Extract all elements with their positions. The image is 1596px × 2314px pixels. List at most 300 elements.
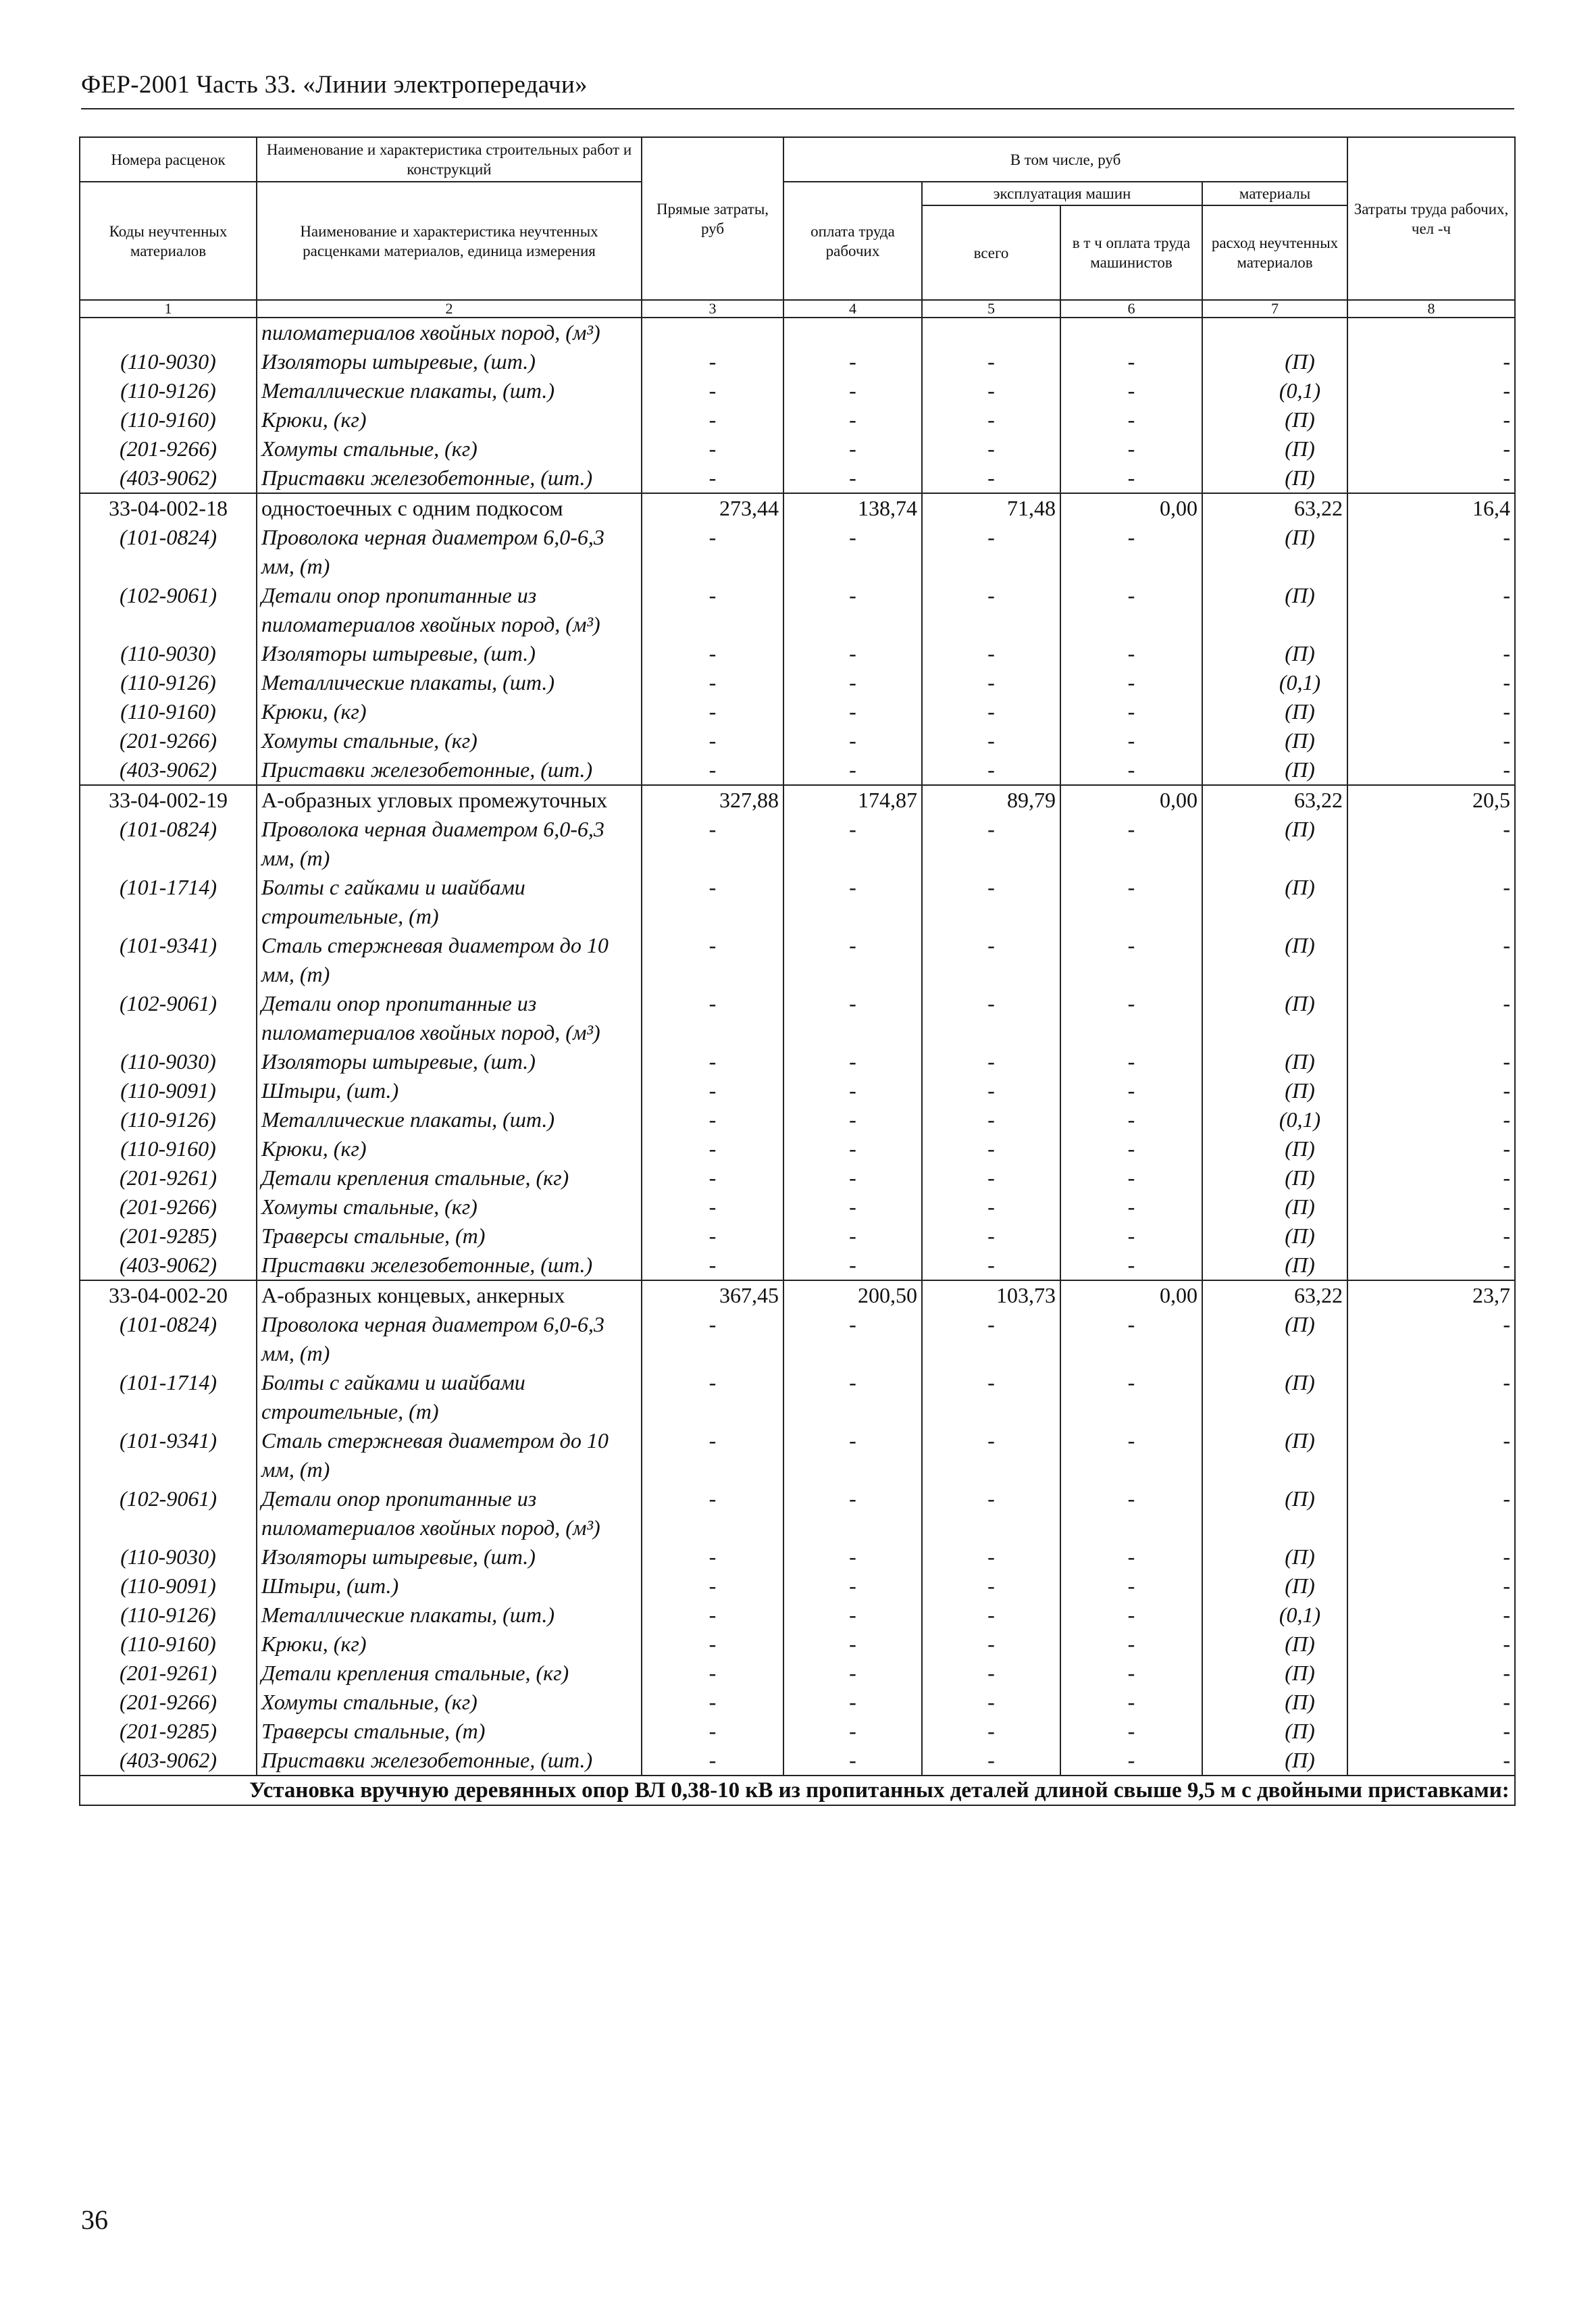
labor-cell: - (1347, 1542, 1515, 1571)
direct-costs-cell: 367,45 (642, 1280, 783, 1310)
rate-code-cell: (201-9261) (80, 1659, 257, 1688)
name-cell: Изоляторы штыревые, (шт.) (257, 347, 642, 376)
rate-code-cell: (101-1714) (80, 1368, 257, 1426)
operator-pay-cell: - (1060, 668, 1202, 697)
rate-code-cell: 33-04-002-19 (80, 785, 257, 815)
worker-pay-cell: - (783, 1192, 922, 1222)
material-row (80, 1251, 1515, 1280)
labor-cell: - (1347, 697, 1515, 726)
material-cell: (П) (1202, 1192, 1347, 1222)
header-materials-group: материалы (1202, 182, 1347, 205)
labor-cell: - (1347, 405, 1515, 434)
labor-cell: - (1347, 1746, 1515, 1776)
material-cell: (П) (1202, 1688, 1347, 1717)
material-row (80, 581, 1515, 639)
machines-total-cell: - (922, 581, 1060, 639)
worker-pay-cell: - (783, 1688, 922, 1717)
operator-pay-cell: - (1060, 755, 1202, 785)
section-heading-row (80, 1776, 1515, 1805)
operator-pay-cell: - (1060, 1310, 1202, 1368)
direct-costs-cell: - (642, 873, 783, 931)
operator-pay-cell: - (1060, 1047, 1202, 1076)
rate-code-cell: (110-9160) (80, 1630, 257, 1659)
rate-code-cell: (201-9285) (80, 1717, 257, 1746)
worker-pay-cell: - (783, 1047, 922, 1076)
material-row (80, 726, 1515, 755)
operator-pay-cell: - (1060, 1134, 1202, 1163)
material-row (80, 1368, 1515, 1426)
material-row (80, 1630, 1515, 1659)
header-material-codes: Коды неучтенных материалов (80, 182, 257, 300)
material-row (80, 318, 1515, 347)
operator-pay-cell: - (1060, 376, 1202, 405)
material-row (80, 639, 1515, 668)
labor-cell: - (1347, 1659, 1515, 1688)
labor-cell: - (1347, 931, 1515, 989)
column-number: 5 (922, 300, 1060, 318)
material-cell: (0,1) (1202, 668, 1347, 697)
material-cell: (П) (1202, 1047, 1347, 1076)
operator-pay-cell: - (1060, 989, 1202, 1047)
operator-pay-cell: - (1060, 1571, 1202, 1601)
column-number-row (80, 300, 1515, 318)
machines-total-cell: - (922, 347, 1060, 376)
direct-costs-cell: - (642, 1192, 783, 1222)
machines-total-cell: - (922, 639, 1060, 668)
name-cell: Приставки железобетонные, (шт.) (257, 463, 642, 493)
machines-total-cell: - (922, 1746, 1060, 1776)
name-cell: Крюки, (кг) (257, 1630, 642, 1659)
material-cell: (П) (1202, 1134, 1347, 1163)
name-cell: Крюки, (кг) (257, 1134, 642, 1163)
material-cell: 63,22 (1202, 1280, 1347, 1310)
material-cell: (П) (1202, 1484, 1347, 1542)
name-cell: А-образных концевых, анкерных (257, 1280, 642, 1310)
material-cell: (П) (1202, 581, 1347, 639)
material-row (80, 755, 1515, 785)
operator-pay-cell: - (1060, 347, 1202, 376)
labor-cell (1347, 318, 1515, 347)
rate-code-cell: 33-04-002-18 (80, 493, 257, 523)
direct-costs-cell: - (642, 1484, 783, 1542)
material-cell: (П) (1202, 1542, 1347, 1571)
rate-code-cell: (110-9091) (80, 1571, 257, 1601)
operator-pay-cell: - (1060, 405, 1202, 434)
name-cell: Детали крепления стальные, (кг) (257, 1659, 642, 1688)
worker-pay-cell: - (783, 1746, 922, 1776)
machines-total-cell: - (922, 873, 1060, 931)
labor-cell: - (1347, 668, 1515, 697)
material-row (80, 697, 1515, 726)
material-cell: (П) (1202, 463, 1347, 493)
labor-cell: - (1347, 1105, 1515, 1134)
labor-cell: - (1347, 1251, 1515, 1280)
direct-costs-cell: - (642, 1659, 783, 1688)
operator-pay-cell: - (1060, 1746, 1202, 1776)
operator-pay-cell: - (1060, 1688, 1202, 1717)
material-cell: (П) (1202, 347, 1347, 376)
material-cell: 63,22 (1202, 785, 1347, 815)
labor-cell: - (1347, 434, 1515, 463)
direct-costs-cell: - (642, 376, 783, 405)
material-row (80, 1192, 1515, 1222)
labor-cell: - (1347, 1163, 1515, 1192)
labor-cell: - (1347, 815, 1515, 873)
machines-total-cell: - (922, 1105, 1060, 1134)
worker-pay-cell: - (783, 1163, 922, 1192)
material-row (80, 1105, 1515, 1134)
machines-total-cell: - (922, 1310, 1060, 1368)
operator-pay-cell: - (1060, 1192, 1202, 1222)
direct-costs-cell: - (642, 1601, 783, 1630)
header-rate-numbers: Номера расценок (80, 137, 257, 182)
machines-total-cell: - (922, 1601, 1060, 1630)
direct-costs-cell: 273,44 (642, 493, 783, 523)
labor-cell: - (1347, 1047, 1515, 1076)
material-cell: (П) (1202, 931, 1347, 989)
material-cell: (П) (1202, 873, 1347, 931)
worker-pay-cell: - (783, 1542, 922, 1571)
worker-pay-cell: 138,74 (783, 493, 922, 523)
material-cell: (П) (1202, 726, 1347, 755)
name-cell: Сталь стержневая диаметром до 10 мм, (т) (257, 1426, 642, 1484)
operator-pay-cell: - (1060, 1484, 1202, 1542)
worker-pay-cell: - (783, 931, 922, 989)
header-direct-costs: Прямые затраты, руб (642, 137, 783, 300)
machines-total-cell (922, 318, 1060, 347)
operator-pay-cell: - (1060, 931, 1202, 989)
rate-code-cell: (110-9126) (80, 668, 257, 697)
operator-pay-cell: - (1060, 1368, 1202, 1426)
direct-costs-cell: - (642, 1571, 783, 1601)
table-body (80, 300, 1515, 1805)
machines-total-cell: - (922, 405, 1060, 434)
material-cell: (П) (1202, 1659, 1347, 1688)
material-row (80, 1601, 1515, 1630)
name-cell: Приставки железобетонные, (шт.) (257, 1746, 642, 1776)
header-including-group: В том числе, руб (783, 137, 1347, 182)
worker-pay-cell: - (783, 1659, 922, 1688)
material-cell: (П) (1202, 1717, 1347, 1746)
worker-pay-cell: - (783, 405, 922, 434)
worker-pay-cell: - (783, 1571, 922, 1601)
material-row (80, 1659, 1515, 1688)
material-cell: (П) (1202, 1368, 1347, 1426)
rate-code-cell: (101-1714) (80, 873, 257, 931)
rate-row (80, 493, 1515, 523)
header-material-consumption: расход неучтенных материалов (1202, 205, 1347, 300)
direct-costs-cell (642, 318, 783, 347)
header-material-names: Наименование и характеристика неучтенных расценками материалов, единица измерения (257, 182, 642, 300)
name-cell: Хомуты стальные, (кг) (257, 1688, 642, 1717)
machines-total-cell: - (922, 697, 1060, 726)
material-cell: (П) (1202, 405, 1347, 434)
operator-pay-cell: - (1060, 581, 1202, 639)
labor-cell: - (1347, 873, 1515, 931)
machines-total-cell: - (922, 1659, 1060, 1688)
rate-code-cell: (110-9030) (80, 347, 257, 376)
column-number: 6 (1060, 300, 1202, 318)
material-row (80, 1571, 1515, 1601)
machines-total-cell: - (922, 931, 1060, 989)
name-cell: Проволока черная диаметром 6,0-6,3 мм, (т) (257, 815, 642, 873)
worker-pay-cell: - (783, 1368, 922, 1426)
column-number: 3 (642, 300, 783, 318)
operator-pay-cell: - (1060, 1717, 1202, 1746)
machines-total-cell: - (922, 1542, 1060, 1571)
direct-costs-cell: - (642, 1047, 783, 1076)
operator-pay-cell: - (1060, 873, 1202, 931)
name-cell: Крюки, (кг) (257, 697, 642, 726)
material-cell: (П) (1202, 1630, 1347, 1659)
material-row (80, 1076, 1515, 1105)
direct-costs-cell: - (642, 347, 783, 376)
worker-pay-cell: - (783, 376, 922, 405)
material-row (80, 1222, 1515, 1251)
material-cell: (0,1) (1202, 1601, 1347, 1630)
rate-code-cell: (201-9266) (80, 1192, 257, 1222)
material-cell: (П) (1202, 1310, 1347, 1368)
material-cell: (П) (1202, 1076, 1347, 1105)
direct-costs-cell: - (642, 726, 783, 755)
table-header (80, 137, 1515, 300)
material-cell: (П) (1202, 639, 1347, 668)
direct-costs-cell: - (642, 1426, 783, 1484)
material-cell: (П) (1202, 523, 1347, 581)
material-row (80, 463, 1515, 493)
name-cell: Детали опор пропитанные из пиломатериалов хвойных пород, (м³) (257, 989, 642, 1047)
material-row (80, 1746, 1515, 1776)
rate-code-cell: (201-9261) (80, 1163, 257, 1192)
rate-code-cell (80, 318, 257, 347)
rate-code-cell: 33-04-002-20 (80, 1280, 257, 1310)
worker-pay-cell: - (783, 639, 922, 668)
name-cell: Сталь стержневая диаметром до 10 мм, (т) (257, 931, 642, 989)
material-row (80, 989, 1515, 1047)
name-cell: Изоляторы штыревые, (шт.) (257, 1047, 642, 1076)
header-worker-pay: оплата труда рабочих (783, 182, 922, 300)
operator-pay-cell (1060, 318, 1202, 347)
labor-cell: - (1347, 581, 1515, 639)
header-rule (81, 108, 1514, 109)
labor-cell: - (1347, 726, 1515, 755)
material-row (80, 815, 1515, 873)
labor-cell: - (1347, 989, 1515, 1047)
material-row (80, 1310, 1515, 1368)
worker-pay-cell: - (783, 815, 922, 873)
operator-pay-cell: - (1060, 523, 1202, 581)
name-cell: Детали крепления стальные, (кг) (257, 1163, 642, 1192)
labor-cell: - (1347, 347, 1515, 376)
material-row (80, 347, 1515, 376)
direct-costs-cell: - (642, 1310, 783, 1368)
labor-cell: - (1347, 1368, 1515, 1426)
name-cell: Изоляторы штыревые, (шт.) (257, 1542, 642, 1571)
material-cell: (0,1) (1202, 1105, 1347, 1134)
operator-pay-cell: - (1060, 1163, 1202, 1192)
name-cell: Траверсы стальные, (т) (257, 1222, 642, 1251)
direct-costs-cell: - (642, 434, 783, 463)
operator-pay-cell: - (1060, 434, 1202, 463)
worker-pay-cell: - (783, 434, 922, 463)
labor-cell: - (1347, 1571, 1515, 1601)
operator-pay-cell: 0,00 (1060, 785, 1202, 815)
operator-pay-cell: - (1060, 726, 1202, 755)
worker-pay-cell: - (783, 347, 922, 376)
column-number: 1 (80, 300, 257, 318)
material-cell: (П) (1202, 989, 1347, 1047)
rate-code-cell: (403-9062) (80, 1251, 257, 1280)
labor-cell: - (1347, 1134, 1515, 1163)
direct-costs-cell: - (642, 668, 783, 697)
operator-pay-cell: - (1060, 1601, 1202, 1630)
machines-total-cell: - (922, 376, 1060, 405)
running-header: ФЕР-2001 Часть 33. «Линии электропередачи» (81, 71, 588, 99)
direct-costs-cell: 327,88 (642, 785, 783, 815)
rate-code-cell: (403-9062) (80, 1746, 257, 1776)
direct-costs-cell: - (642, 1746, 783, 1776)
name-cell: Приставки железобетонные, (шт.) (257, 755, 642, 785)
machines-total-cell: - (922, 1076, 1060, 1105)
worker-pay-cell: - (783, 581, 922, 639)
worker-pay-cell: - (783, 1630, 922, 1659)
name-cell: Хомуты стальные, (кг) (257, 434, 642, 463)
rate-code-cell: (110-9091) (80, 1076, 257, 1105)
machines-total-cell: - (922, 523, 1060, 581)
rate-row (80, 1280, 1515, 1310)
worker-pay-cell: - (783, 755, 922, 785)
machines-total-cell: - (922, 1251, 1060, 1280)
worker-pay-cell: - (783, 463, 922, 493)
name-cell: Детали опор пропитанные из пиломатериалов хвойных пород, (м³) (257, 1484, 642, 1542)
material-cell: (П) (1202, 755, 1347, 785)
name-cell: Траверсы стальные, (т) (257, 1717, 642, 1746)
labor-cell: - (1347, 1192, 1515, 1222)
name-cell: Металлические плакаты, (шт.) (257, 376, 642, 405)
material-cell (1202, 318, 1347, 347)
operator-pay-cell: - (1060, 639, 1202, 668)
material-row (80, 931, 1515, 989)
name-cell: Штыри, (шт.) (257, 1571, 642, 1601)
rate-code-cell: (101-0824) (80, 523, 257, 581)
rate-code-cell: (101-9341) (80, 931, 257, 989)
labor-cell: - (1347, 463, 1515, 493)
machines-total-cell: 89,79 (922, 785, 1060, 815)
machines-total-cell: - (922, 1484, 1060, 1542)
rate-code-cell: (403-9062) (80, 755, 257, 785)
labor-cell: - (1347, 1717, 1515, 1746)
worker-pay-cell: - (783, 1310, 922, 1368)
labor-cell: - (1347, 1688, 1515, 1717)
name-cell: Детали опор пропитанные из пиломатериалов хвойных пород, (м³) (257, 581, 642, 639)
worker-pay-cell: - (783, 989, 922, 1047)
name-cell: Хомуты стальные, (кг) (257, 726, 642, 755)
operator-pay-cell: - (1060, 1542, 1202, 1571)
material-cell: (П) (1202, 1426, 1347, 1484)
labor-cell: - (1347, 1222, 1515, 1251)
labor-cell: - (1347, 1310, 1515, 1368)
direct-costs-cell: - (642, 639, 783, 668)
machines-total-cell: 103,73 (922, 1280, 1060, 1310)
operator-pay-cell: - (1060, 1426, 1202, 1484)
header-operator-pay: в т ч оплата труда машинистов (1060, 205, 1202, 300)
name-cell: Приставки железобетонные, (шт.) (257, 1251, 642, 1280)
material-row (80, 873, 1515, 931)
machines-total-cell: - (922, 1368, 1060, 1426)
rate-code-cell: (110-9160) (80, 697, 257, 726)
material-cell: (0,1) (1202, 376, 1347, 405)
material-row (80, 1688, 1515, 1717)
direct-costs-cell: - (642, 755, 783, 785)
name-cell: Штыри, (шт.) (257, 1076, 642, 1105)
rate-code-cell: (101-0824) (80, 815, 257, 873)
labor-cell: - (1347, 1426, 1515, 1484)
material-row (80, 1134, 1515, 1163)
machines-total-cell: - (922, 668, 1060, 697)
name-cell: Металлические плакаты, (шт.) (257, 1105, 642, 1134)
material-row (80, 1047, 1515, 1076)
rate-code-cell: (201-9266) (80, 726, 257, 755)
column-number: 4 (783, 300, 922, 318)
machines-total-cell: - (922, 1688, 1060, 1717)
name-cell: Металлические плакаты, (шт.) (257, 1601, 642, 1630)
material-cell: 63,22 (1202, 493, 1347, 523)
name-cell: Металлические плакаты, (шт.) (257, 668, 642, 697)
worker-pay-cell (783, 318, 922, 347)
worker-pay-cell: 200,50 (783, 1280, 922, 1310)
rate-code-cell: (110-9126) (80, 1601, 257, 1630)
machines-total-cell: - (922, 1426, 1060, 1484)
material-row (80, 1542, 1515, 1571)
operator-pay-cell: - (1060, 1076, 1202, 1105)
machines-total-cell: - (922, 815, 1060, 873)
rate-code-cell: (110-9030) (80, 1542, 257, 1571)
rate-row (80, 785, 1515, 815)
labor-cell: 16,4 (1347, 493, 1515, 523)
rate-code-cell: (102-9061) (80, 581, 257, 639)
material-cell: (П) (1202, 815, 1347, 873)
section-heading: Установка вручную деревянных опор ВЛ 0,38-10 кВ из пропитанных деталей длиной свыше 9,5 м с двойными приставками: (80, 1776, 1515, 1805)
material-row (80, 376, 1515, 405)
material-cell: (П) (1202, 1222, 1347, 1251)
labor-cell: 20,5 (1347, 785, 1515, 815)
operator-pay-cell: 0,00 (1060, 1280, 1202, 1310)
name-cell: Хомуты стальные, (кг) (257, 1192, 642, 1222)
rate-code-cell: (110-9126) (80, 1105, 257, 1134)
direct-costs-cell: - (642, 1688, 783, 1717)
material-row (80, 1426, 1515, 1484)
worker-pay-cell: - (783, 1251, 922, 1280)
worker-pay-cell: - (783, 1426, 922, 1484)
machines-total-cell: - (922, 1047, 1060, 1076)
rate-code-cell: (201-9266) (80, 1688, 257, 1717)
machines-total-cell: - (922, 1134, 1060, 1163)
material-cell: (П) (1202, 1746, 1347, 1776)
material-cell: (П) (1202, 1571, 1347, 1601)
column-number: 8 (1347, 300, 1515, 318)
rate-code-cell: (110-9030) (80, 1047, 257, 1076)
material-row (80, 668, 1515, 697)
direct-costs-cell: - (642, 1542, 783, 1571)
rate-code-cell: (102-9061) (80, 989, 257, 1047)
direct-costs-cell: - (642, 1134, 783, 1163)
direct-costs-cell: - (642, 1105, 783, 1134)
worker-pay-cell: 174,87 (783, 785, 922, 815)
name-cell: пиломатериалов хвойных пород, (м³) (257, 318, 642, 347)
labor-cell: - (1347, 1484, 1515, 1542)
worker-pay-cell: - (783, 697, 922, 726)
worker-pay-cell: - (783, 1076, 922, 1105)
